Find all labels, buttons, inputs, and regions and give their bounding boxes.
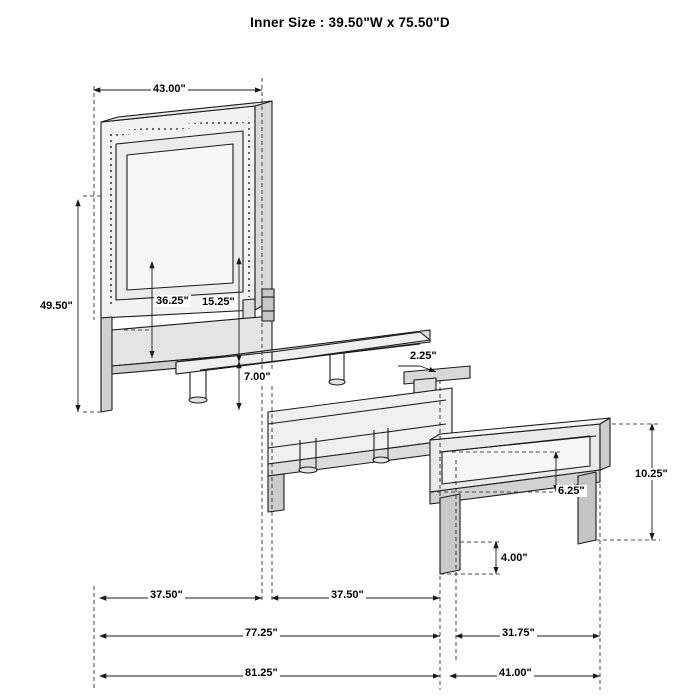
label-slat-clearance: 7.00" [244,371,271,383]
label-headboard-panel-height: 36.25" [156,295,189,307]
label-overall-length: 81.25" [245,667,278,679]
rail-bracket [262,289,274,321]
label-inner-length: 77.25" [245,627,278,639]
label-deck-height-rear: 6.25" [558,485,585,497]
label-half-length-right: 37.50" [331,589,364,601]
label-right-section: 31.75" [502,627,535,639]
label-overall-depth-right: 41.00" [499,667,532,679]
page-title: Inner Size : 39.50"W x 75.50"D [250,15,450,30]
platform-foot-half [268,388,452,476]
bed-illustration [101,101,610,574]
label-side-rail-height: 10.25" [635,468,668,480]
label-overall-height: 49.50" [40,300,73,312]
label-rail-to-headboard-top: 15.25" [202,296,235,308]
label-headboard-width: 43.00" [153,83,186,95]
label-rail-thickness: 2.25" [410,350,437,362]
label-half-length-left: 37.50" [150,589,183,601]
label-leg-height: 4.00" [501,552,528,564]
